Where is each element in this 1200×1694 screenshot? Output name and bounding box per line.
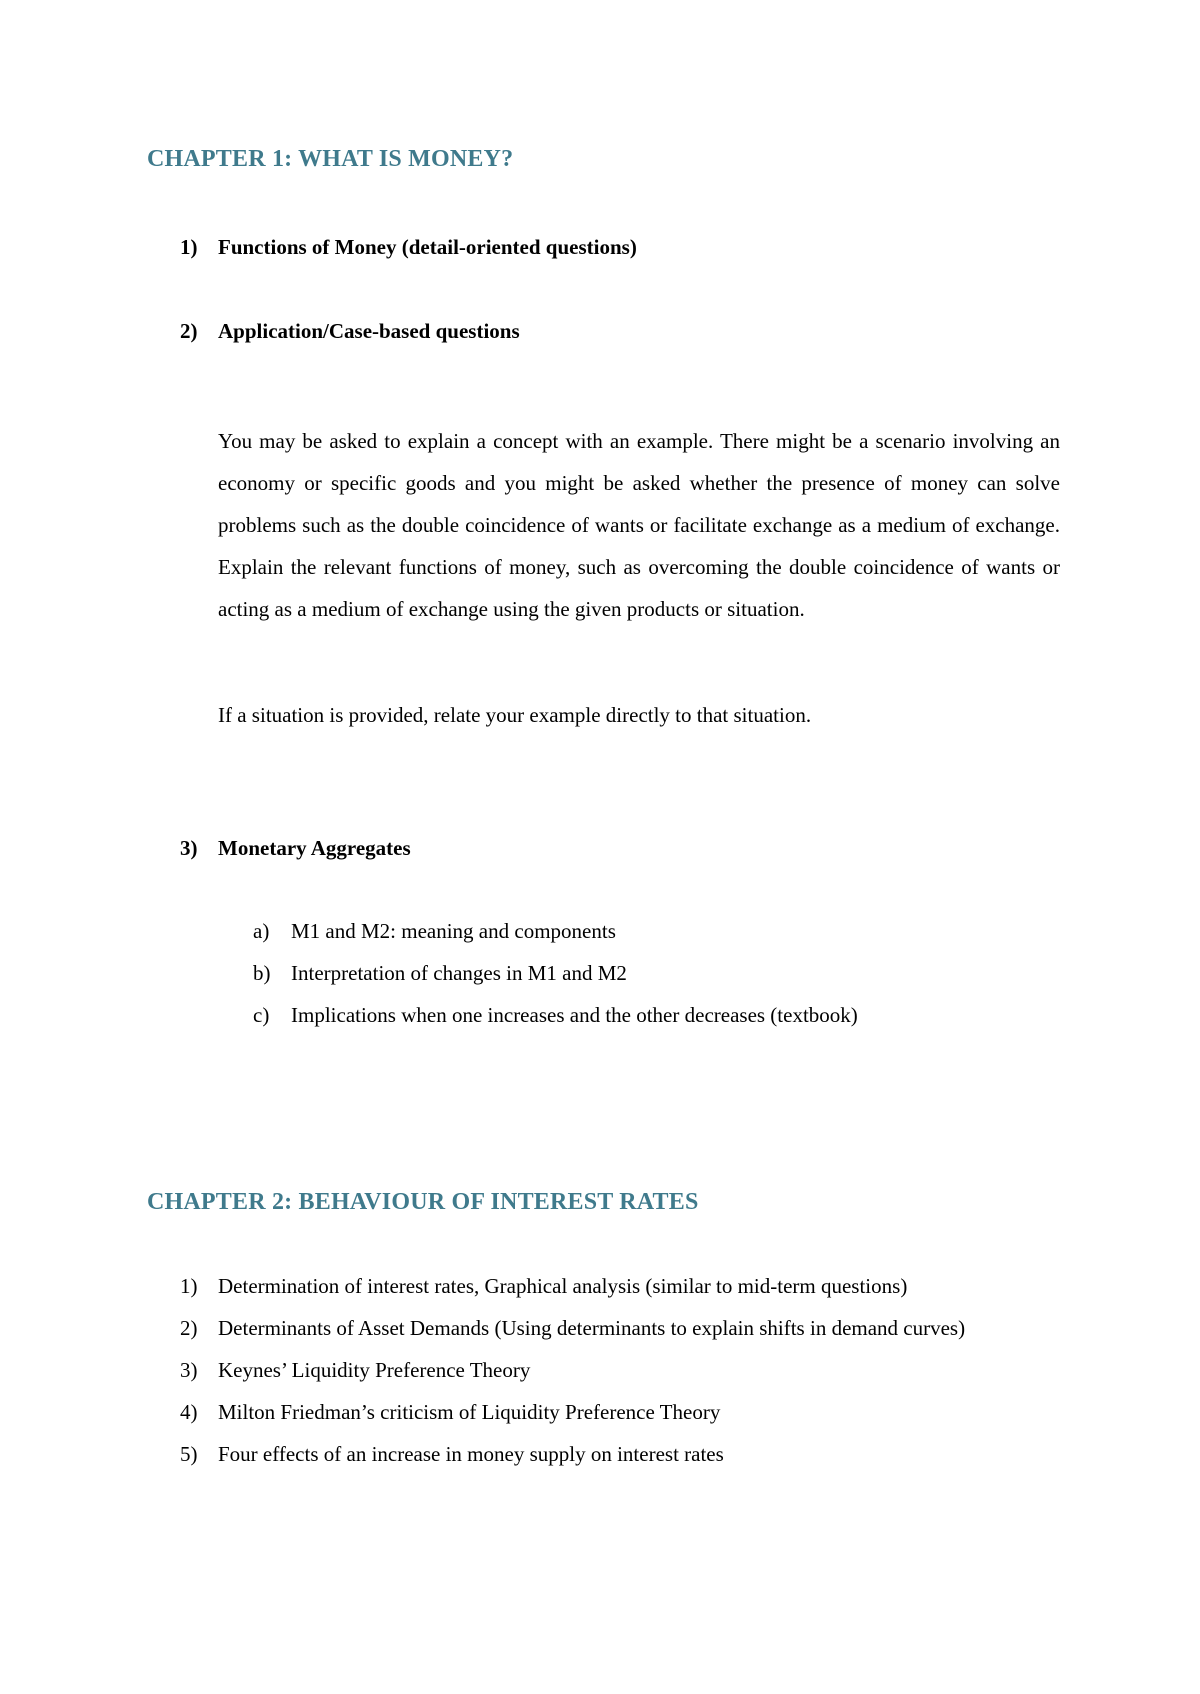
chapter-2-list-item	[180, 1391, 1060, 1433]
item-number: 1)	[180, 235, 198, 259]
item-number: 2)	[180, 319, 198, 343]
monetary-aggregates-sublist	[253, 910, 1053, 1036]
item-number: 4)	[180, 1400, 198, 1424]
sublist-text: Implications when one increases and the other decreases (textbook)	[291, 1003, 858, 1027]
item-number: 1)	[180, 1274, 198, 1298]
item-text: Four effects of an increase in money supply on interest rates	[218, 1442, 724, 1466]
sublist-letter: b)	[253, 961, 271, 985]
case-based-explanation-paragraph: You may be asked to explain a concept with an example. There might be a scenario involving an economy or specific goods and you might be asked whether the presence of money can solve problems such as the double coincidence of wants or facilitate exchange as a medium of exchange. Explain the relevant functions of money, such as overcoming the double coincidence of wants or acting as a medium of exchange using the given products or situation.	[218, 429, 1060, 621]
sublist-item	[253, 994, 1053, 1036]
item-text: Determination of interest rates, Graphical analysis (similar to mid-term questions)	[218, 1274, 908, 1298]
item-text: Functions of Money (detail-oriented questions)	[218, 235, 637, 259]
sublist-item	[253, 952, 1053, 994]
item-text: Monetary Aggregates	[218, 836, 411, 860]
chapter-2-heading: CHAPTER 2: BEHAVIOUR OF INTEREST RATES	[147, 1189, 699, 1215]
chapter-1-item-3	[180, 827, 1060, 869]
item-number: 5)	[180, 1442, 198, 1466]
chapter-2-list	[180, 1265, 1060, 1475]
item-text: Milton Friedman’s criticism of Liquidity Preference Theory	[218, 1400, 721, 1424]
item-number: 3)	[180, 1358, 198, 1382]
sublist-letter: c)	[253, 1003, 270, 1027]
chapter-2-list-item	[180, 1349, 1060, 1391]
item-number: 3)	[180, 836, 198, 860]
chapter-2-list-item	[180, 1433, 1060, 1475]
chapter-2-list-item	[180, 1265, 1060, 1307]
sublist-text: M1 and M2: meaning and components	[291, 919, 616, 943]
sublist-letter: a)	[253, 919, 270, 943]
chapter-1-item-1	[180, 226, 1060, 268]
situation-note-paragraph: If a situation is provided, relate your example directly to that situation.	[218, 703, 812, 727]
sublist-text: Interpretation of changes in M1 and M2	[291, 961, 627, 985]
chapter-1-item-2	[180, 310, 1060, 352]
sublist-item	[253, 910, 1053, 952]
item-number: 2)	[180, 1316, 198, 1340]
chapter-1-heading: CHAPTER 1: WHAT IS MONEY?	[147, 146, 514, 172]
item-text: Determinants of Asset Demands (Using determinants to explain shifts in demand curves)	[218, 1316, 966, 1340]
chapter-2-list-item	[180, 1307, 1060, 1349]
item-text: Keynes’ Liquidity Preference Theory	[218, 1358, 531, 1382]
item-text: Application/Case-based questions	[218, 319, 520, 343]
